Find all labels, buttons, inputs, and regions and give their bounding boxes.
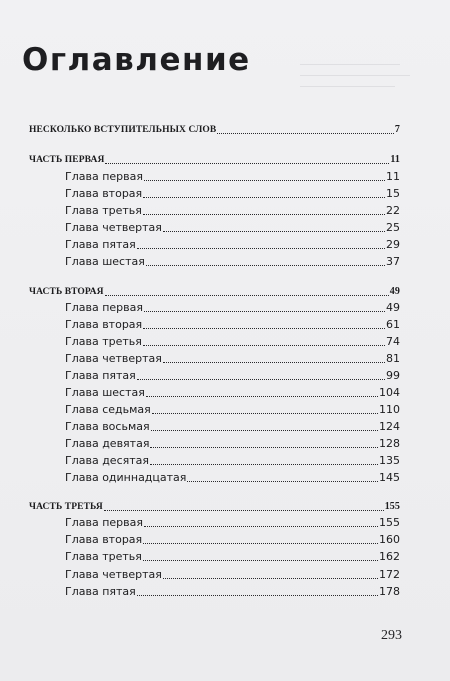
toc-chapter-page: 155 xyxy=(379,516,400,529)
toc-chapter-entry[interactable] xyxy=(65,437,400,451)
toc-chapter-page: 104 xyxy=(379,386,400,399)
toc-chapter-page: 162 xyxy=(379,550,400,563)
toc-chapter-entry[interactable] xyxy=(65,335,400,349)
dot-leader xyxy=(151,430,378,431)
dot-leader xyxy=(105,163,389,164)
toc-entry-intro[interactable] xyxy=(29,123,400,137)
toc-entry-title: ЧАСТЬ ПЕРВАЯ xyxy=(29,155,105,165)
dot-leader xyxy=(143,328,385,329)
toc-chapter-entry[interactable] xyxy=(65,318,400,332)
toc-chapter-page: 15 xyxy=(386,187,400,200)
dot-leader xyxy=(152,413,378,414)
dot-leader xyxy=(104,510,384,511)
toc-chapter-title: Глава вторая xyxy=(65,318,143,331)
toc-chapter-entry[interactable] xyxy=(65,369,400,383)
dot-leader xyxy=(217,133,394,134)
toc-chapter-page: 11 xyxy=(386,170,400,183)
toc-chapter-page: 145 xyxy=(379,471,400,484)
toc-chapter-entry[interactable] xyxy=(65,568,400,582)
toc-chapter-page: 128 xyxy=(379,437,400,450)
toc-chapter-page: 74 xyxy=(386,335,400,348)
toc-chapter-entry[interactable] xyxy=(65,386,400,400)
toc-chapter-page: 37 xyxy=(386,255,400,268)
toc-chapter-title: Глава третья xyxy=(65,550,142,563)
dot-leader xyxy=(143,197,385,198)
toc-entry-part-one[interactable] xyxy=(29,153,400,167)
toc-chapter-entry[interactable] xyxy=(65,550,400,564)
toc-chapter-title: Глава пятая xyxy=(65,369,136,382)
toc-chapter-title: Глава первая xyxy=(65,170,143,183)
toc-chapter-title: Глава четвертая xyxy=(65,352,162,365)
dot-leader xyxy=(187,481,378,482)
toc-entry-page: 11 xyxy=(390,154,400,165)
dot-leader xyxy=(144,180,385,181)
toc-chapter-title: Глава первая xyxy=(65,516,143,529)
dot-leader xyxy=(144,526,378,527)
toc-chapter-page: 99 xyxy=(386,369,400,382)
toc-chapter-entry[interactable] xyxy=(65,301,400,315)
toc-entry-page: 155 xyxy=(384,501,400,512)
page-title: Оглавление xyxy=(22,42,251,78)
dot-leader xyxy=(150,447,378,448)
toc-chapter-page: 22 xyxy=(386,204,400,217)
toc-chapter-page: 29 xyxy=(386,238,400,251)
toc-entry-page: 7 xyxy=(394,124,400,135)
toc-chapter-title: Глава вторая xyxy=(65,187,143,200)
toc-chapter-entry[interactable] xyxy=(65,585,400,599)
toc-chapter-page: 81 xyxy=(386,352,400,365)
toc-chapter-entry[interactable] xyxy=(65,170,400,184)
toc-chapter-entry[interactable] xyxy=(65,221,400,235)
toc-chapter-entry[interactable] xyxy=(65,187,400,201)
toc-chapter-title: Глава третья xyxy=(65,335,142,348)
toc-chapter-title: Глава десятая xyxy=(65,454,150,467)
dot-leader xyxy=(163,578,378,579)
dot-leader xyxy=(144,311,385,312)
toc-chapter-page: 25 xyxy=(386,221,400,234)
dot-leader xyxy=(105,295,389,296)
toc-chapter-entry[interactable] xyxy=(65,471,400,485)
toc-entry-part-two[interactable] xyxy=(29,285,400,299)
toc-chapter-page: 178 xyxy=(379,585,400,598)
toc-chapter-title: Глава шестая xyxy=(65,255,145,268)
toc-chapter-page: 160 xyxy=(379,533,400,546)
show-through-lines xyxy=(300,58,410,108)
dot-leader xyxy=(146,265,385,266)
dot-leader xyxy=(143,214,385,215)
dot-leader xyxy=(143,543,378,544)
dot-leader xyxy=(137,379,385,380)
dot-leader xyxy=(143,560,378,561)
dot-leader xyxy=(163,362,385,363)
toc-chapter-page: 110 xyxy=(379,403,400,416)
page-number: 293 xyxy=(381,628,402,643)
toc-chapter-page: 49 xyxy=(386,301,400,314)
toc-chapter-title: Глава третья xyxy=(65,204,142,217)
toc-chapter-page: 135 xyxy=(379,454,400,467)
dot-leader xyxy=(143,345,385,346)
toc-chapter-entry[interactable] xyxy=(65,420,400,434)
toc-chapter-title: Глава шестая xyxy=(65,386,145,399)
toc-chapter-title: Глава пятая xyxy=(65,585,136,598)
toc-chapter-entry[interactable] xyxy=(65,255,400,269)
toc-chapter-title: Глава пятая xyxy=(65,238,136,251)
toc-chapter-page: 172 xyxy=(379,568,400,581)
toc-chapter-title: Глава восьмая xyxy=(65,420,150,433)
toc-chapter-title: Глава девятая xyxy=(65,437,150,450)
toc-chapter-title: Глава седьмая xyxy=(65,403,151,416)
toc-chapter-entry[interactable] xyxy=(65,516,400,530)
toc-chapter-title: Глава четвертая xyxy=(65,221,162,234)
toc-entry-title: ЧАСТЬ ВТОРАЯ xyxy=(29,287,104,297)
toc-entry-page: 49 xyxy=(389,286,400,297)
toc-chapter-entry[interactable] xyxy=(65,204,400,218)
toc-chapter-entry[interactable] xyxy=(65,533,400,547)
toc-chapter-title: Глава вторая xyxy=(65,533,143,546)
toc-chapter-page: 61 xyxy=(386,318,400,331)
toc-entry-title: ЧАСТЬ ТРЕТЬЯ xyxy=(29,502,103,512)
dot-leader xyxy=(137,595,378,596)
toc-entry-part-three[interactable] xyxy=(29,500,400,514)
toc-chapter-title: Глава четвертая xyxy=(65,568,162,581)
toc-chapter-title: Глава одиннадцатая xyxy=(65,471,187,484)
toc-entry-title: НЕСКОЛЬКО ВСТУПИТЕЛЬНЫХ СЛОВ xyxy=(29,125,217,135)
dot-leader xyxy=(163,231,385,232)
toc-chapter-entry[interactable] xyxy=(65,352,400,366)
dot-leader xyxy=(146,396,378,397)
toc-chapter-entry[interactable] xyxy=(65,403,400,417)
dot-leader xyxy=(150,464,378,465)
toc-chapter-title: Глава первая xyxy=(65,301,143,314)
dot-leader xyxy=(137,248,385,249)
toc-chapter-page: 124 xyxy=(379,420,400,433)
toc-chapter-entry[interactable] xyxy=(65,238,400,252)
toc-chapter-entry[interactable] xyxy=(65,454,400,468)
